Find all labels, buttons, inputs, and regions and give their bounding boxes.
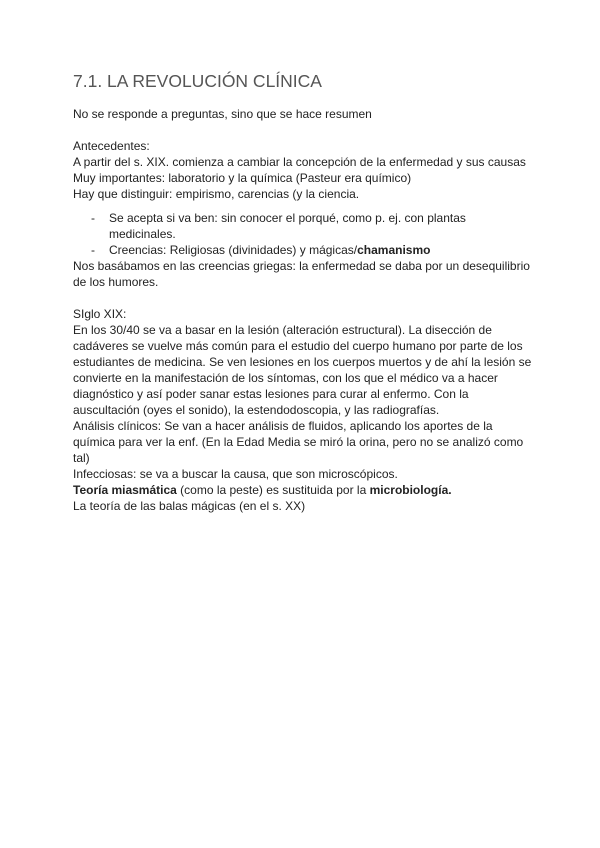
bullet-bold-text: chamanismo — [357, 243, 431, 257]
paragraph-text: (como la peste) es sustituida por la — [176, 483, 370, 497]
spacer — [73, 122, 533, 138]
bullet-text: Se acepta si va ben: sin conocer el porqué, como p. ej. con plantas medicinales. — [109, 211, 466, 241]
antecedentes-bullet-list — [73, 210, 533, 258]
siglo-paragraph-1: En los 30/40 se va a basar en la lesión (alteración estructural). La disección de cadáveres se vuelve más común para el estudio del cuerpo humano por parte de los estudiantes de medicina. Se ven lesiones en los cuerpos muertos y de ahí la lesión se convierte en la manifestación de los síntomas, con los que el médico va a hacer diagnóstico y así poder sanar estas lesiones para curar al enfermo. Con la auscultación (oyes el sonido), la estendodoscopia, y las radiografías. — [73, 323, 532, 417]
intro-text: No se responde a preguntas, sino que se hace resumen — [73, 107, 372, 121]
siglo-paragraph-5: La teoría de las balas mágicas (en el s. XX) — [73, 499, 306, 513]
bullet-item-empirismo — [109, 210, 533, 242]
antecedentes-section — [73, 138, 533, 290]
siglo-paragraph-3: Infecciosas: se va a buscar la causa, que son microscópicos. — [73, 467, 398, 481]
siglo-paragraph-4 — [73, 482, 533, 498]
antecedentes-heading: Antecedentes: — [73, 139, 150, 153]
siglo-heading: SIglo XIX: — [73, 307, 127, 321]
bullet-item-creencias — [109, 242, 533, 258]
document-page — [73, 70, 533, 514]
bullet-text: Creencias: Religiosas (divinidades) y mágicas/ — [109, 243, 358, 257]
antecedentes-line-3: Hay que distinguir: empirismo, carencias (y la ciencia. — [73, 187, 360, 201]
spacer — [73, 290, 533, 306]
antecedentes-line-4: Nos basábamos en las creencias griegas: la enfermedad se daba por un desequilibrio de los humores. — [73, 259, 530, 289]
document-title: 7.1. LA REVOLUCIÓN CLÍNICA — [73, 71, 322, 91]
antecedentes-line-1: A partir del s. XIX. comienza a cambiar la concepción de la enfermedad y sus causas — [73, 155, 526, 169]
siglo-paragraph-2: Análisis clínicos: Se van a hacer análisis de fluidos, aplicando los aportes de la química para ver la enf. (En la Edad Media se miró la orina, pero no se analizó como tal) — [73, 419, 524, 465]
antecedentes-line-2: Muy importantes: laboratorio y la química (Pasteur era químico) — [73, 171, 412, 185]
bold-term-miasmatica: Teoría miasmática — [73, 483, 177, 497]
siglo-section — [73, 306, 533, 514]
bold-term-microbiologia: microbiología. — [369, 483, 452, 497]
